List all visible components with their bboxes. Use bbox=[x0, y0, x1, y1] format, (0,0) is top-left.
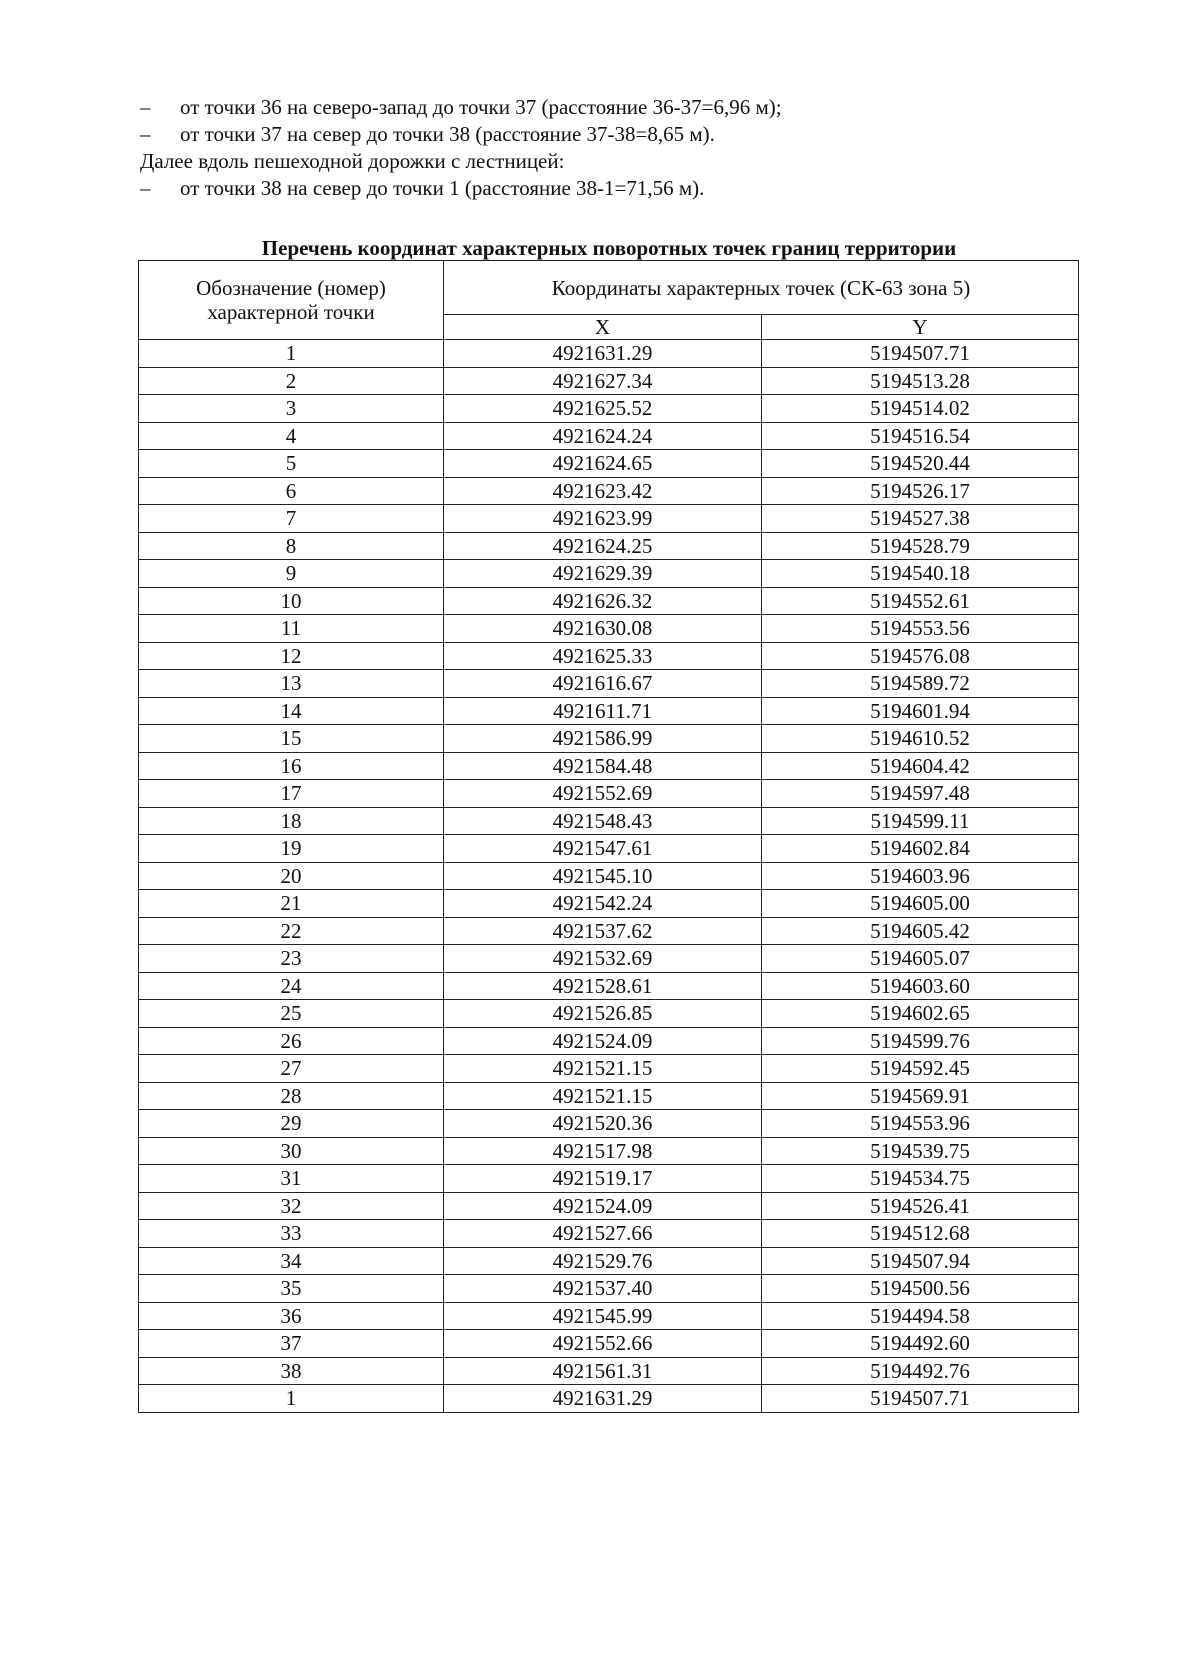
point-number-cell: 18 bbox=[139, 807, 444, 835]
y-coordinate-cell: 5194601.94 bbox=[762, 697, 1079, 725]
x-coordinate-cell: 4921545.10 bbox=[444, 862, 762, 890]
y-coordinate-cell: 5194507.71 bbox=[762, 340, 1079, 368]
bullet-line-2 bbox=[140, 121, 1120, 148]
point-number-cell: 20 bbox=[139, 862, 444, 890]
y-coordinate-cell: 5194592.45 bbox=[762, 1055, 1079, 1083]
x-coordinate-cell: 4921519.17 bbox=[444, 1165, 762, 1193]
point-number-cell: 29 bbox=[139, 1110, 444, 1138]
table-row bbox=[139, 1247, 1079, 1275]
y-coordinate-cell: 5194605.42 bbox=[762, 917, 1079, 945]
y-coordinate-cell: 5194553.96 bbox=[762, 1110, 1079, 1138]
x-coordinate-cell: 4921524.09 bbox=[444, 1192, 762, 1220]
point-number-cell: 6 bbox=[139, 477, 444, 505]
table-title: Перечень координат характерных поворотных точек границ территории bbox=[261, 236, 957, 260]
table-row bbox=[139, 1220, 1079, 1248]
point-number-cell: 1 bbox=[139, 1385, 444, 1413]
y-coordinate-cell: 5194605.00 bbox=[762, 890, 1079, 918]
y-coordinate-cell: 5194507.71 bbox=[762, 1385, 1079, 1413]
table-row bbox=[139, 1192, 1079, 1220]
bullet-text: от точки 36 на северо-запад до точки 37 (расстояние 36-37=6,96 м); bbox=[180, 95, 782, 119]
x-coordinate-cell: 4921532.69 bbox=[444, 945, 762, 973]
header-x: X bbox=[444, 315, 762, 340]
point-number-cell: 31 bbox=[139, 1165, 444, 1193]
x-coordinate-cell: 4921517.98 bbox=[444, 1137, 762, 1165]
table-row bbox=[139, 1357, 1079, 1385]
y-coordinate-cell: 5194605.07 bbox=[762, 945, 1079, 973]
table-row bbox=[139, 890, 1079, 918]
header-coordinates: Координаты характерных точек (СК-63 зона 5) bbox=[444, 261, 1079, 315]
point-number-cell: 4 bbox=[139, 422, 444, 450]
point-number-cell: 25 bbox=[139, 1000, 444, 1028]
point-number-cell: 33 bbox=[139, 1220, 444, 1248]
table-row bbox=[139, 1385, 1079, 1413]
table-row bbox=[139, 780, 1079, 808]
coordinates-table bbox=[138, 260, 1079, 1413]
bullet-dash: – bbox=[140, 95, 151, 119]
table-row bbox=[139, 752, 1079, 780]
point-number-cell: 1 bbox=[139, 340, 444, 368]
x-coordinate-cell: 4921630.08 bbox=[444, 615, 762, 643]
table-row bbox=[139, 1055, 1079, 1083]
point-number-cell: 34 bbox=[139, 1247, 444, 1275]
y-coordinate-cell: 5194500.56 bbox=[762, 1275, 1079, 1303]
x-coordinate-cell: 4921545.99 bbox=[444, 1302, 762, 1330]
x-coordinate-cell: 4921624.65 bbox=[444, 450, 762, 478]
header-point-number: Обозначение (номер) характерной точки bbox=[139, 261, 444, 340]
y-coordinate-cell: 5194494.58 bbox=[762, 1302, 1079, 1330]
table-row bbox=[139, 862, 1079, 890]
table-row bbox=[139, 560, 1079, 588]
table-row bbox=[139, 1137, 1079, 1165]
x-coordinate-cell: 4921552.69 bbox=[444, 780, 762, 808]
table-row bbox=[139, 972, 1079, 1000]
point-number-cell: 22 bbox=[139, 917, 444, 945]
point-number-cell: 13 bbox=[139, 670, 444, 698]
x-coordinate-cell: 4921521.15 bbox=[444, 1082, 762, 1110]
table-row bbox=[139, 505, 1079, 533]
x-coordinate-cell: 4921561.31 bbox=[444, 1357, 762, 1385]
y-coordinate-cell: 5194603.60 bbox=[762, 972, 1079, 1000]
table-row bbox=[139, 725, 1079, 753]
table-row bbox=[139, 615, 1079, 643]
table-row bbox=[139, 1027, 1079, 1055]
bullet-dash: – bbox=[140, 176, 151, 200]
y-coordinate-cell: 5194603.96 bbox=[762, 862, 1079, 890]
table-row bbox=[139, 367, 1079, 395]
y-coordinate-cell: 5194527.38 bbox=[762, 505, 1079, 533]
table-row bbox=[139, 1165, 1079, 1193]
table-row bbox=[139, 532, 1079, 560]
table-row bbox=[139, 1000, 1079, 1028]
x-coordinate-cell: 4921627.34 bbox=[444, 367, 762, 395]
table-row bbox=[139, 477, 1079, 505]
point-number-cell: 37 bbox=[139, 1330, 444, 1358]
x-coordinate-cell: 4921547.61 bbox=[444, 835, 762, 863]
y-coordinate-cell: 5194597.48 bbox=[762, 780, 1079, 808]
y-coordinate-cell: 5194526.17 bbox=[762, 477, 1079, 505]
point-number-cell: 8 bbox=[139, 532, 444, 560]
table-row bbox=[139, 697, 1079, 725]
coordinates-table-body bbox=[139, 340, 1079, 1413]
point-number-cell: 21 bbox=[139, 890, 444, 918]
y-coordinate-cell: 5194576.08 bbox=[762, 642, 1079, 670]
y-coordinate-cell: 5194513.28 bbox=[762, 367, 1079, 395]
point-number-cell: 3 bbox=[139, 395, 444, 423]
table-row bbox=[139, 835, 1079, 863]
point-number-cell: 24 bbox=[139, 972, 444, 1000]
x-coordinate-cell: 4921586.99 bbox=[444, 725, 762, 753]
point-number-cell: 2 bbox=[139, 367, 444, 395]
bullet-line-1 bbox=[140, 94, 1120, 121]
point-number-cell: 17 bbox=[139, 780, 444, 808]
point-number-cell: 35 bbox=[139, 1275, 444, 1303]
table-row bbox=[139, 450, 1079, 478]
table-row bbox=[139, 422, 1079, 450]
x-coordinate-cell: 4921624.24 bbox=[444, 422, 762, 450]
point-number-cell: 16 bbox=[139, 752, 444, 780]
x-coordinate-cell: 4921625.33 bbox=[444, 642, 762, 670]
point-number-cell: 14 bbox=[139, 697, 444, 725]
x-coordinate-cell: 4921524.09 bbox=[444, 1027, 762, 1055]
point-number-cell: 26 bbox=[139, 1027, 444, 1055]
x-coordinate-cell: 4921584.48 bbox=[444, 752, 762, 780]
table-row bbox=[139, 670, 1079, 698]
y-coordinate-cell: 5194520.44 bbox=[762, 450, 1079, 478]
intro-paragraph: Далее вдоль пешеходной дорожки с лестницей: bbox=[140, 149, 565, 173]
y-coordinate-cell: 5194516.54 bbox=[762, 422, 1079, 450]
intro-text bbox=[140, 94, 1120, 202]
point-number-cell: 30 bbox=[139, 1137, 444, 1165]
y-coordinate-cell: 5194604.42 bbox=[762, 752, 1079, 780]
table-row bbox=[139, 945, 1079, 973]
y-coordinate-cell: 5194492.60 bbox=[762, 1330, 1079, 1358]
table-row bbox=[139, 642, 1079, 670]
x-coordinate-cell: 4921537.40 bbox=[444, 1275, 762, 1303]
y-coordinate-cell: 5194552.61 bbox=[762, 587, 1079, 615]
x-coordinate-cell: 4921616.67 bbox=[444, 670, 762, 698]
table-row bbox=[139, 1330, 1079, 1358]
x-coordinate-cell: 4921527.66 bbox=[444, 1220, 762, 1248]
point-number-cell: 38 bbox=[139, 1357, 444, 1385]
x-coordinate-cell: 4921623.42 bbox=[444, 477, 762, 505]
x-coordinate-cell: 4921623.99 bbox=[444, 505, 762, 533]
x-coordinate-cell: 4921520.36 bbox=[444, 1110, 762, 1138]
point-number-cell: 10 bbox=[139, 587, 444, 615]
y-coordinate-cell: 5194534.75 bbox=[762, 1165, 1079, 1193]
table-row bbox=[139, 395, 1079, 423]
point-number-cell: 19 bbox=[139, 835, 444, 863]
point-number-cell: 23 bbox=[139, 945, 444, 973]
y-coordinate-cell: 5194589.72 bbox=[762, 670, 1079, 698]
x-coordinate-cell: 4921629.39 bbox=[444, 560, 762, 588]
table-row bbox=[139, 1302, 1079, 1330]
y-coordinate-cell: 5194553.56 bbox=[762, 615, 1079, 643]
x-coordinate-cell: 4921625.52 bbox=[444, 395, 762, 423]
point-number-cell: 5 bbox=[139, 450, 444, 478]
y-coordinate-cell: 5194599.11 bbox=[762, 807, 1079, 835]
x-coordinate-cell: 4921552.66 bbox=[444, 1330, 762, 1358]
table-row bbox=[139, 1275, 1079, 1303]
y-coordinate-cell: 5194540.18 bbox=[762, 560, 1079, 588]
point-number-cell: 36 bbox=[139, 1302, 444, 1330]
y-coordinate-cell: 5194492.76 bbox=[762, 1357, 1079, 1385]
x-coordinate-cell: 4921631.29 bbox=[444, 1385, 762, 1413]
point-number-cell: 15 bbox=[139, 725, 444, 753]
point-number-cell: 32 bbox=[139, 1192, 444, 1220]
x-coordinate-cell: 4921626.32 bbox=[444, 587, 762, 615]
bullet-line-3 bbox=[140, 175, 1120, 202]
table-row bbox=[139, 587, 1079, 615]
table-row bbox=[139, 1082, 1079, 1110]
table-row bbox=[139, 340, 1079, 368]
x-coordinate-cell: 4921631.29 bbox=[444, 340, 762, 368]
y-coordinate-cell: 5194514.02 bbox=[762, 395, 1079, 423]
y-coordinate-cell: 5194512.68 bbox=[762, 1220, 1079, 1248]
x-coordinate-cell: 4921529.76 bbox=[444, 1247, 762, 1275]
bullet-dash: – bbox=[140, 122, 151, 146]
x-coordinate-cell: 4921548.43 bbox=[444, 807, 762, 835]
table-row bbox=[139, 807, 1079, 835]
bullet-text: от точки 38 на север до точки 1 (расстояние 38-1=71,56 м). bbox=[180, 176, 705, 200]
x-coordinate-cell: 4921611.71 bbox=[444, 697, 762, 725]
y-coordinate-cell: 5194602.84 bbox=[762, 835, 1079, 863]
y-coordinate-cell: 5194526.41 bbox=[762, 1192, 1079, 1220]
y-coordinate-cell: 5194507.94 bbox=[762, 1247, 1079, 1275]
point-number-cell: 12 bbox=[139, 642, 444, 670]
y-coordinate-cell: 5194528.79 bbox=[762, 532, 1079, 560]
table-row bbox=[139, 917, 1079, 945]
header-y: Y bbox=[762, 315, 1079, 340]
x-coordinate-cell: 4921526.85 bbox=[444, 1000, 762, 1028]
y-coordinate-cell: 5194599.76 bbox=[762, 1027, 1079, 1055]
y-coordinate-cell: 5194569.91 bbox=[762, 1082, 1079, 1110]
point-number-cell: 9 bbox=[139, 560, 444, 588]
x-coordinate-cell: 4921537.62 bbox=[444, 917, 762, 945]
y-coordinate-cell: 5194610.52 bbox=[762, 725, 1079, 753]
table-row bbox=[139, 1110, 1079, 1138]
point-number-cell: 27 bbox=[139, 1055, 444, 1083]
x-coordinate-cell: 4921624.25 bbox=[444, 532, 762, 560]
y-coordinate-cell: 5194602.65 bbox=[762, 1000, 1079, 1028]
x-coordinate-cell: 4921521.15 bbox=[444, 1055, 762, 1083]
point-number-cell: 11 bbox=[139, 615, 444, 643]
bullet-text: от точки 37 на север до точки 38 (расстояние 37-38=8,65 м). bbox=[180, 122, 715, 146]
point-number-cell: 7 bbox=[139, 505, 444, 533]
x-coordinate-cell: 4921542.24 bbox=[444, 890, 762, 918]
y-coordinate-cell: 5194539.75 bbox=[762, 1137, 1079, 1165]
point-number-cell: 28 bbox=[139, 1082, 444, 1110]
x-coordinate-cell: 4921528.61 bbox=[444, 972, 762, 1000]
